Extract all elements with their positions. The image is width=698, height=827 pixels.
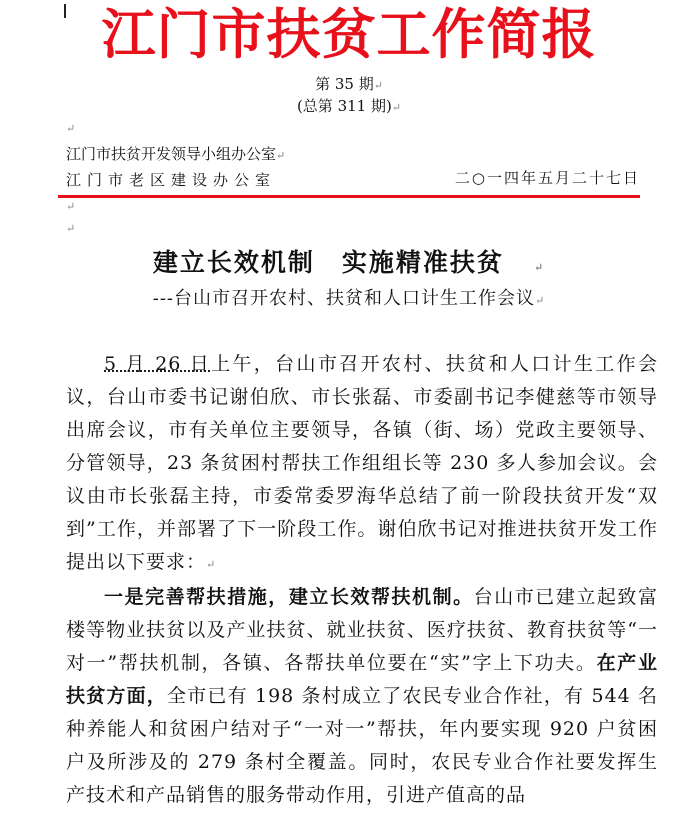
paragraph-2-lead-2: 在产业扶贫方面， [66, 652, 658, 707]
paragraph-mark: ↵ [391, 101, 402, 114]
article-subtitle [0, 285, 698, 315]
issue-info [0, 74, 698, 118]
meeting-date: 5 月 26 日 [104, 353, 212, 375]
article-subtitle-text: ---台山市召开农村、扶贫和人口计生工作会议 [152, 288, 536, 309]
paragraph-mark: ↵ [66, 222, 76, 235]
masthead-title: 江门市扶贫工作简报 [101, 2, 597, 66]
article-body [66, 348, 658, 812]
paragraph-mark: ↵ [66, 200, 76, 213]
org-line-1: 江门市扶贫开发领导小组办公室 [66, 145, 277, 163]
issue-date: 二○一四年五月二十七日 [454, 169, 640, 187]
paragraph-2-lead: 一是完善帮扶措施，建立长效帮扶机制。 [104, 586, 474, 608]
paragraph-mark: ↵ [533, 261, 546, 274]
paragraph-mark: ↵ [206, 558, 217, 571]
paragraph-mark: ↵ [276, 149, 286, 162]
paragraph-2-text-2: 全市已有 198 条村成立了农民专业合作社，有 544 名种养能人和贫困户结对子“一对一”帮扶，年内要实现 920 户贫困户及所涉及的 279 条村全覆盖。同时，农民专业合作社要发挥生产技术和产品销售的服务带动作用，引进产值高的品 [66, 685, 658, 806]
paragraph-1 [66, 348, 658, 581]
issuing-organizations [66, 142, 285, 192]
article-title [0, 245, 698, 286]
paragraph-2 [66, 581, 658, 812]
paragraph-1-text: 上午，台山市召开农村、扶贫和人口计生工作会议，台山市委书记谢伯欣、市长张磊、市委副书记李健慈等市领导出席会议，市有关单位主要领导，各镇（街、场）党政主要领导、分管领导，23 条贫困村帮扶工作组组长等 230 多人参加会议。会议由市长张磊主持，市委常委罗海华总结了前一阶段扶贫开发“双到”工作，并部署了下一阶段工作。谢伯欣书记对推进扶贫开发工作提出以下要求： [66, 353, 658, 573]
paragraph-mark: ↵ [373, 79, 383, 92]
issue-number: 第 35 期 [315, 75, 374, 93]
red-divider-line [58, 195, 640, 198]
org-line-2: 江门市老区建设办公室 [66, 171, 277, 189]
issue-total: (总第 311 期) [296, 97, 392, 115]
paragraph-mark: ↵ [66, 122, 76, 135]
paragraph-mark: ↵ [535, 294, 546, 307]
paragraph-2-text-1: 台山市已建立起致富楼等物业扶贫以及产业扶贫、就业扶贫、医疗扶贫、教育扶贫等“一对一”帮扶机制，各镇、各帮扶单位要在“实”字上下功夫。 [66, 586, 658, 674]
article-title-text: 建立长效机制 实施精准扶贫 [152, 248, 504, 277]
